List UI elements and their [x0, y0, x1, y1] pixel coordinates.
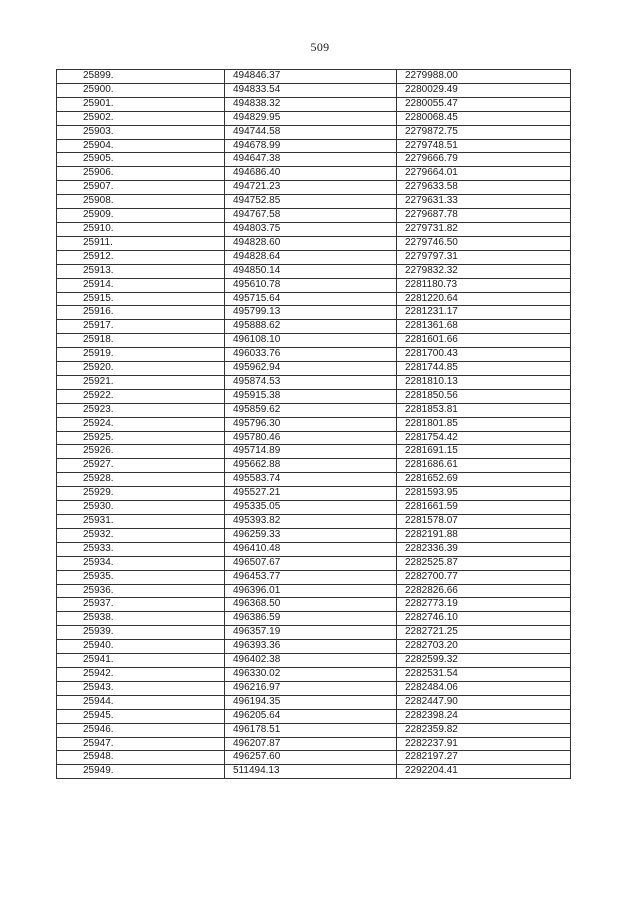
x-coordinate-cell: 494829.95 [225, 111, 397, 125]
y-coordinate-cell: 2282336.39 [397, 542, 571, 556]
point-number-cell: 25926. [57, 445, 225, 459]
y-coordinate-cell: 2281686.61 [397, 459, 571, 473]
point-number-cell: 25937. [57, 598, 225, 612]
y-coordinate-cell: 2281744.85 [397, 362, 571, 376]
x-coordinate-cell: 496216.97 [225, 681, 397, 695]
coordinates-table-body [57, 70, 571, 779]
point-number-cell: 25936. [57, 584, 225, 598]
point-number-cell: 25920. [57, 362, 225, 376]
table-row [57, 403, 571, 417]
x-coordinate-cell: 494803.75 [225, 222, 397, 236]
table-row [57, 695, 571, 709]
point-number-cell: 25917. [57, 320, 225, 334]
x-coordinate-cell: 496357.19 [225, 626, 397, 640]
y-coordinate-cell: 2281601.66 [397, 334, 571, 348]
y-coordinate-cell: 2281700.43 [397, 348, 571, 362]
y-coordinate-cell: 2281810.13 [397, 375, 571, 389]
point-number-cell: 25931. [57, 515, 225, 529]
x-coordinate-cell: 495859.62 [225, 403, 397, 417]
x-coordinate-cell: 494767.58 [225, 209, 397, 223]
table-row [57, 667, 571, 681]
table-row [57, 501, 571, 515]
y-coordinate-cell: 2282721.25 [397, 626, 571, 640]
y-coordinate-cell: 2282599.32 [397, 654, 571, 668]
x-coordinate-cell: 496410.48 [225, 542, 397, 556]
y-coordinate-cell: 2292204.41 [397, 765, 571, 779]
y-coordinate-cell: 2282703.20 [397, 640, 571, 654]
x-coordinate-cell: 494838.32 [225, 97, 397, 111]
point-number-cell: 25949. [57, 765, 225, 779]
x-coordinate-cell: 495780.46 [225, 431, 397, 445]
point-number-cell: 25923. [57, 403, 225, 417]
x-coordinate-cell: 496396.01 [225, 584, 397, 598]
table-row [57, 167, 571, 181]
point-number-cell: 25921. [57, 375, 225, 389]
x-coordinate-cell: 495915.38 [225, 389, 397, 403]
y-coordinate-cell: 2282484.06 [397, 681, 571, 695]
point-number-cell: 25908. [57, 195, 225, 209]
x-coordinate-cell: 494828.64 [225, 250, 397, 264]
table-row [57, 292, 571, 306]
x-coordinate-cell: 496205.64 [225, 709, 397, 723]
x-coordinate-cell: 495874.53 [225, 375, 397, 389]
table-row [57, 584, 571, 598]
table-row [57, 556, 571, 570]
x-coordinate-cell: 494678.99 [225, 139, 397, 153]
table-row [57, 528, 571, 542]
table-row [57, 542, 571, 556]
y-coordinate-cell: 2282359.82 [397, 723, 571, 737]
y-coordinate-cell: 2282191.88 [397, 528, 571, 542]
x-coordinate-cell: 496330.02 [225, 667, 397, 681]
x-coordinate-cell: 496386.59 [225, 612, 397, 626]
point-number-cell: 25913. [57, 264, 225, 278]
table-row [57, 681, 571, 695]
point-number-cell: 25922. [57, 389, 225, 403]
point-number-cell: 25934. [57, 556, 225, 570]
table-row [57, 195, 571, 209]
y-coordinate-cell: 2279666.79 [397, 153, 571, 167]
x-coordinate-cell: 496194.35 [225, 695, 397, 709]
table-row [57, 70, 571, 84]
x-coordinate-cell: 494686.40 [225, 167, 397, 181]
table-row [57, 320, 571, 334]
y-coordinate-cell: 2282197.27 [397, 751, 571, 765]
table-row [57, 737, 571, 751]
point-number-cell: 25905. [57, 153, 225, 167]
y-coordinate-cell: 2280068.45 [397, 111, 571, 125]
x-coordinate-cell: 494647.38 [225, 153, 397, 167]
y-coordinate-cell: 2279631.33 [397, 195, 571, 209]
y-coordinate-cell: 2279687.78 [397, 209, 571, 223]
table-row [57, 250, 571, 264]
x-coordinate-cell: 494721.23 [225, 181, 397, 195]
point-number-cell: 25941. [57, 654, 225, 668]
table-row [57, 626, 571, 640]
table-row [57, 334, 571, 348]
x-coordinate-cell: 495714.89 [225, 445, 397, 459]
x-coordinate-cell: 496108.10 [225, 334, 397, 348]
y-coordinate-cell: 2279731.82 [397, 222, 571, 236]
table-row [57, 654, 571, 668]
table-row [57, 181, 571, 195]
table-row [57, 83, 571, 97]
point-number-cell: 25930. [57, 501, 225, 515]
page-number: 509 [310, 40, 330, 54]
x-coordinate-cell: 511494.13 [225, 765, 397, 779]
x-coordinate-cell: 495962.94 [225, 362, 397, 376]
point-number-cell: 25909. [57, 209, 225, 223]
table-row [57, 375, 571, 389]
y-coordinate-cell: 2282398.24 [397, 709, 571, 723]
table-row [57, 515, 571, 529]
point-number-cell: 25944. [57, 695, 225, 709]
table-row [57, 389, 571, 403]
x-coordinate-cell: 494828.60 [225, 236, 397, 250]
x-coordinate-cell: 495796.30 [225, 417, 397, 431]
y-coordinate-cell: 2281593.95 [397, 487, 571, 501]
y-coordinate-cell: 2282773.19 [397, 598, 571, 612]
point-number-cell: 25919. [57, 348, 225, 362]
table-row [57, 362, 571, 376]
point-number-cell: 25925. [57, 431, 225, 445]
point-number-cell: 25943. [57, 681, 225, 695]
point-number-cell: 25945. [57, 709, 225, 723]
x-coordinate-cell: 495715.64 [225, 292, 397, 306]
y-coordinate-cell: 2282826.66 [397, 584, 571, 598]
x-coordinate-cell: 496393.36 [225, 640, 397, 654]
table-row [57, 209, 571, 223]
point-number-cell: 25927. [57, 459, 225, 473]
x-coordinate-cell: 496402.38 [225, 654, 397, 668]
point-number-cell: 25903. [57, 125, 225, 139]
table-row [57, 153, 571, 167]
y-coordinate-cell: 2281652.69 [397, 473, 571, 487]
x-coordinate-cell: 496178.51 [225, 723, 397, 737]
y-coordinate-cell: 2281691.15 [397, 445, 571, 459]
point-number-cell: 25932. [57, 528, 225, 542]
table-row [57, 222, 571, 236]
point-number-cell: 25899. [57, 70, 225, 84]
x-coordinate-cell: 496368.50 [225, 598, 397, 612]
table-row [57, 236, 571, 250]
x-coordinate-cell: 496507.67 [225, 556, 397, 570]
table-row [57, 348, 571, 362]
table-row [57, 417, 571, 431]
point-number-cell: 25915. [57, 292, 225, 306]
y-coordinate-cell: 2281853.81 [397, 403, 571, 417]
point-number-cell: 25942. [57, 667, 225, 681]
x-coordinate-cell: 495393.82 [225, 515, 397, 529]
point-number-cell: 25900. [57, 83, 225, 97]
point-number-cell: 25939. [57, 626, 225, 640]
point-number-cell: 25929. [57, 487, 225, 501]
y-coordinate-cell: 2282525.87 [397, 556, 571, 570]
point-number-cell: 25916. [57, 306, 225, 320]
y-coordinate-cell: 2281578.07 [397, 515, 571, 529]
y-coordinate-cell: 2281361.68 [397, 320, 571, 334]
table-row [57, 751, 571, 765]
y-coordinate-cell: 2279746.50 [397, 236, 571, 250]
y-coordinate-cell: 2279872.75 [397, 125, 571, 139]
point-number-cell: 25910. [57, 222, 225, 236]
x-coordinate-cell: 495527.21 [225, 487, 397, 501]
point-number-cell: 25924. [57, 417, 225, 431]
table-row [57, 431, 571, 445]
x-coordinate-cell: 495610.78 [225, 278, 397, 292]
table-row [57, 97, 571, 111]
table-row [57, 111, 571, 125]
table-row [57, 445, 571, 459]
point-number-cell: 25935. [57, 570, 225, 584]
table-row [57, 306, 571, 320]
point-number-cell: 25907. [57, 181, 225, 195]
y-coordinate-cell: 2280055.47 [397, 97, 571, 111]
y-coordinate-cell: 2281231.17 [397, 306, 571, 320]
point-number-cell: 25901. [57, 97, 225, 111]
table-row [57, 640, 571, 654]
x-coordinate-cell: 494744.58 [225, 125, 397, 139]
y-coordinate-cell: 2282700.77 [397, 570, 571, 584]
x-coordinate-cell: 496257.60 [225, 751, 397, 765]
y-coordinate-cell: 2281661.59 [397, 501, 571, 515]
point-number-cell: 25914. [57, 278, 225, 292]
table-row [57, 473, 571, 487]
x-coordinate-cell: 496259.33 [225, 528, 397, 542]
x-coordinate-cell: 495335.05 [225, 501, 397, 515]
point-number-cell: 25946. [57, 723, 225, 737]
x-coordinate-cell: 495583.74 [225, 473, 397, 487]
table-row [57, 709, 571, 723]
table-row [57, 570, 571, 584]
y-coordinate-cell: 2279664.01 [397, 167, 571, 181]
y-coordinate-cell: 2279988.00 [397, 70, 571, 84]
point-number-cell: 25904. [57, 139, 225, 153]
x-coordinate-cell: 495799.13 [225, 306, 397, 320]
x-coordinate-cell: 496453.77 [225, 570, 397, 584]
y-coordinate-cell: 2281850.56 [397, 389, 571, 403]
y-coordinate-cell: 2282746.10 [397, 612, 571, 626]
x-coordinate-cell: 496207.87 [225, 737, 397, 751]
point-number-cell: 25948. [57, 751, 225, 765]
x-coordinate-cell: 495888.62 [225, 320, 397, 334]
x-coordinate-cell: 494846.37 [225, 70, 397, 84]
point-number-cell: 25912. [57, 250, 225, 264]
y-coordinate-cell: 2282531.54 [397, 667, 571, 681]
table-row [57, 765, 571, 779]
point-number-cell: 25902. [57, 111, 225, 125]
x-coordinate-cell: 494833.54 [225, 83, 397, 97]
y-coordinate-cell: 2281180.73 [397, 278, 571, 292]
table-row [57, 278, 571, 292]
point-number-cell: 25938. [57, 612, 225, 626]
coordinates-table [56, 69, 571, 779]
point-number-cell: 25928. [57, 473, 225, 487]
point-number-cell: 25933. [57, 542, 225, 556]
y-coordinate-cell: 2281220.64 [397, 292, 571, 306]
table-row [57, 125, 571, 139]
x-coordinate-cell: 495662.88 [225, 459, 397, 473]
y-coordinate-cell: 2280029.49 [397, 83, 571, 97]
table-row [57, 612, 571, 626]
point-number-cell: 25918. [57, 334, 225, 348]
x-coordinate-cell: 494850.14 [225, 264, 397, 278]
x-coordinate-cell: 494752.85 [225, 195, 397, 209]
y-coordinate-cell: 2279797.31 [397, 250, 571, 264]
y-coordinate-cell: 2281801.85 [397, 417, 571, 431]
y-coordinate-cell: 2281754.42 [397, 431, 571, 445]
point-number-cell: 25940. [57, 640, 225, 654]
point-number-cell: 25947. [57, 737, 225, 751]
table-row [57, 264, 571, 278]
table-row [57, 598, 571, 612]
y-coordinate-cell: 2279832.32 [397, 264, 571, 278]
x-coordinate-cell: 496033.76 [225, 348, 397, 362]
point-number-cell: 25911. [57, 236, 225, 250]
point-number-cell: 25906. [57, 167, 225, 181]
table-row [57, 723, 571, 737]
y-coordinate-cell: 2279633.58 [397, 181, 571, 195]
y-coordinate-cell: 2282447.90 [397, 695, 571, 709]
y-coordinate-cell: 2282237.91 [397, 737, 571, 751]
table-row [57, 139, 571, 153]
table-row [57, 487, 571, 501]
table-row [57, 459, 571, 473]
y-coordinate-cell: 2279748.51 [397, 139, 571, 153]
